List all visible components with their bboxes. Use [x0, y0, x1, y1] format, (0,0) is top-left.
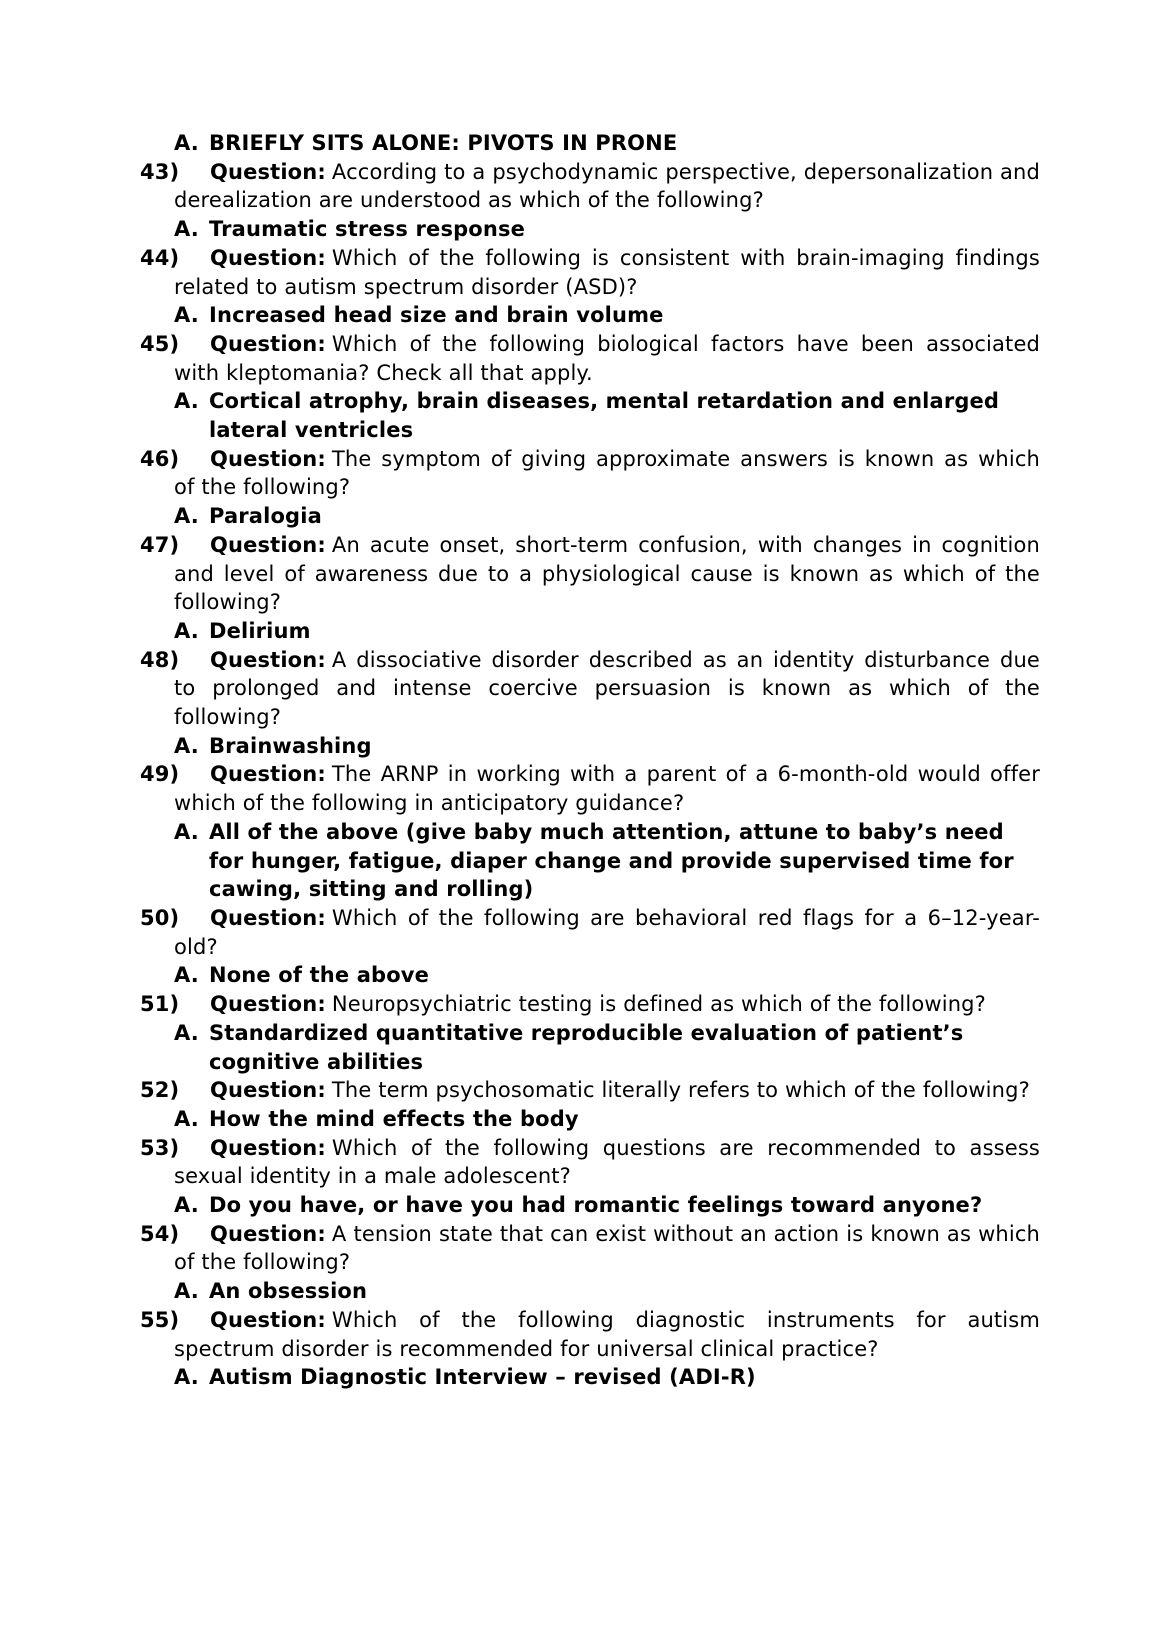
answer-item: [140, 961, 1040, 990]
question-item: [140, 330, 1040, 387]
answer-item: [140, 1363, 1040, 1392]
answer-letter: A.: [174, 1365, 199, 1390]
question-label: Question:: [210, 905, 326, 930]
answer-letter: A.: [174, 504, 199, 529]
question-item: [140, 904, 1040, 961]
question-item: [140, 1076, 1040, 1105]
question-label: Question:: [210, 159, 326, 184]
answer-letter: A.: [174, 1193, 199, 1218]
question-number: 50): [140, 905, 180, 930]
question-number: 47): [140, 532, 180, 557]
question-item: [140, 158, 1040, 215]
answer-item: [140, 301, 1040, 330]
question-number: 43): [140, 159, 180, 184]
question-text: A dissociative disorder described as an identity disturbance due to prolonged and intense coercive persuasion is known as which of the following?: [174, 647, 1040, 730]
answer-letter: A.: [174, 1106, 199, 1131]
answer-text: An obsession: [209, 1279, 368, 1304]
answer-letter: A.: [174, 618, 199, 643]
question-item: [140, 760, 1040, 817]
answer-letter: A.: [174, 819, 199, 844]
question-number: 53): [140, 1135, 180, 1160]
answer-text: Autism Diagnostic Interview – revised (ADI-R): [209, 1365, 756, 1390]
answer-text: Standardized quantitative reproducible evaluation of patient’s cognitive abilities: [209, 1020, 964, 1074]
question-number: 48): [140, 647, 180, 672]
question-list: [140, 129, 1040, 1392]
question-number: 55): [140, 1307, 180, 1332]
question-item: [140, 244, 1040, 301]
answer-text: BRIEFLY SITS ALONE: PIVOTS IN PRONE: [209, 131, 678, 155]
question-label: Question:: [210, 762, 326, 787]
answer-letter: A.: [174, 963, 199, 988]
answer-item: [140, 129, 1040, 158]
answer-letter: A.: [174, 217, 199, 242]
question-item: [140, 1134, 1040, 1191]
question-label: Question:: [210, 446, 326, 471]
answer-item: [140, 1277, 1040, 1306]
question-label: Question:: [210, 992, 326, 1017]
question-text: The ARNP in working with a parent of a 6-month-old would offer which of the following in anticipatory guidance?: [174, 762, 1040, 816]
question-number: 51): [140, 992, 180, 1017]
answer-text: Traumatic stress response: [209, 217, 525, 242]
question-label: Question:: [210, 647, 326, 672]
question-text: According to a psychodynamic perspective, depersonalization and derealization are understood as which of the following?: [174, 159, 1040, 213]
answer-text: How the mind effects the body: [209, 1106, 579, 1131]
answer-text: Do you have, or have you had romantic feelings toward anyone?: [209, 1193, 983, 1218]
answer-item: [140, 732, 1040, 761]
answer-text: Paralogia: [209, 504, 322, 529]
answer-text: All of the above (give baby much attention, attune to baby’s need for hunger, fatigue, diaper change and provide supervised time for cawing, sitting and rolling): [209, 819, 1014, 902]
question-label: Question:: [210, 1135, 326, 1160]
question-item: [140, 445, 1040, 502]
answer-letter: A.: [174, 733, 199, 758]
answer-item: [140, 387, 1040, 444]
answer-text: Brainwashing: [209, 733, 372, 758]
question-text: Which of the following is consistent with brain-imaging findings related to autism spectrum disorder (ASD)?: [174, 245, 1040, 299]
question-number: 54): [140, 1221, 180, 1246]
answer-item: [140, 1019, 1040, 1076]
answer-item: [140, 215, 1040, 244]
question-item: [140, 1306, 1040, 1363]
answer-letter: A.: [174, 1279, 199, 1304]
question-item: [140, 646, 1040, 732]
question-label: Question:: [210, 532, 326, 557]
question-item: [140, 990, 1040, 1019]
question-text: Which of the following are behavioral red flags for a 6–12-year-old?: [174, 905, 1040, 959]
question-text: The term psychosomatic literally refers to which of the following?: [331, 1078, 1030, 1103]
question-text: An acute onset, short-term confusion, with changes in cognition and level of awareness due to a physiological cause is known as which of the following?: [174, 532, 1040, 615]
question-label: Question:: [210, 1078, 326, 1103]
answer-item: [140, 1191, 1040, 1220]
question-text: Neuropsychiatric testing is defined as which of the following?: [331, 992, 986, 1017]
question-item: [140, 531, 1040, 617]
question-label: Question:: [210, 245, 326, 270]
answer-text: None of the above: [209, 963, 430, 988]
question-label: Question:: [210, 331, 326, 356]
question-text: Which of the following questions are recommended to assess sexual identity in a male adolescent?: [174, 1135, 1040, 1189]
question-number: 52): [140, 1078, 180, 1103]
question-number: 45): [140, 331, 180, 356]
answer-item: [140, 1105, 1040, 1134]
answer-text: Increased head size and brain volume: [209, 303, 664, 328]
answer-text: Cortical atrophy, brain diseases, mental retardation and enlarged lateral ventricles: [209, 389, 1000, 443]
question-text: Which of the following diagnostic instruments for autism spectrum disorder is recommended for universal clinical practice?: [174, 1307, 1040, 1361]
question-number: 49): [140, 762, 180, 787]
answer-letter: A.: [174, 303, 199, 328]
answer-letter: A.: [174, 131, 199, 155]
question-number: 46): [140, 446, 180, 471]
question-number: 44): [140, 245, 180, 270]
question-label: Question:: [210, 1307, 326, 1332]
answer-item: [140, 617, 1040, 646]
question-label: Question:: [210, 1221, 326, 1246]
answer-letter: A.: [174, 389, 199, 414]
question-text: The symptom of giving approximate answers is known as which of the following?: [174, 446, 1040, 500]
question-item: [140, 1220, 1040, 1277]
answer-text: Delirium: [209, 618, 311, 643]
answer-letter: A.: [174, 1020, 199, 1045]
answer-item: [140, 502, 1040, 531]
answer-item: [140, 818, 1040, 904]
question-text: A tension state that can exist without an action is known as which of the following?: [174, 1221, 1040, 1275]
question-text: Which of the following biological factors have been associated with kleptomania? Check all that apply.: [174, 331, 1040, 385]
